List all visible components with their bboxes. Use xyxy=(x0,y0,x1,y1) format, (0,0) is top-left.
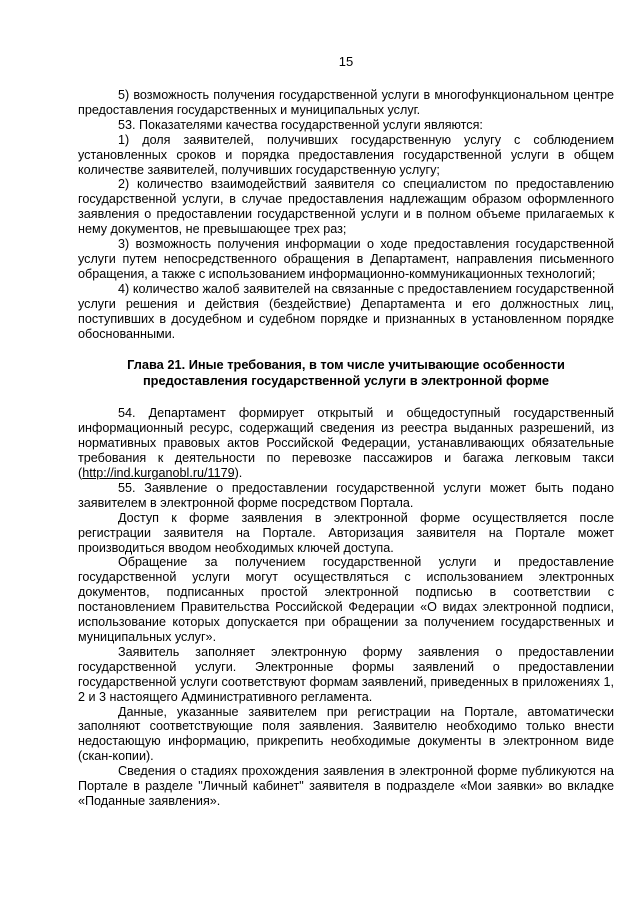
paragraph-53-item-4: 4) количество жалоб заявителей на связанные с предоставлением государственной услуги решения и действия (бездействие) Департамента и его должностных лиц, поступивших в досудебном и судебном порядке и признанных в установленном порядке обоснованными. xyxy=(78,281,614,341)
paragraph-applicant-fills-form: Заявитель заполняет электронную форму заявления о предоставлении государственной услуги. Электронные формы заявлений о предоставлении государственной услуги соответствуют формам заявлений, приведенных в приложениях 1, 2 и 3 настоящего Административного регламента. xyxy=(78,644,614,704)
paragraph-53-item-1: 1) доля заявителей, получивших государственную услугу с соблюдением установленных сроков и порядка предоставления государственной услуги в общем количестве заявителей, получивших государственную услугу; xyxy=(78,132,614,177)
chapter-heading-line-2: предоставления государственной услуги в электронной форме xyxy=(142,372,550,388)
resource-link[interactable]: http://ind.kurganobl.ru/1179 xyxy=(82,466,235,481)
paragraph-54-text: 54. Департамент формирует открытый и общедоступный государственный информационный ресурс, содержащий сведения из реестра выданных разрешений, из нормативных правовых актов Российской Федерации, устанавливающих обязательные требования к деятельности по перевозке пассажиров и багажа легковым такси ( xyxy=(78,406,614,481)
paragraph-auto-filled-data: Данные, указанные заявителем при регистрации на Портале, автоматически заполняют соответствующие поля заявления. Заявителю необходимо только внести недостающую информацию, прикрепить необходимые документы в электронном виде (скан-копии). xyxy=(78,704,614,764)
paragraph-application-status: Сведения о стадиях прохождения заявления в электронной форме публикуются на Портале в разделе "Личный кабинет" заявителя в подразделе «Мои заявки» во вкладке «Поданные заявления». xyxy=(78,764,614,808)
paragraph-53-item-3: 3) возможность получения информации о ходе предоставления государственной услуги путем непосредственного обращения в Департамент, направления письменного обращения, а также с использованием информационно-коммуникационных технологий; xyxy=(78,237,614,281)
paragraph-54 xyxy=(78,406,614,481)
paragraph-55: 55. Заявление о предоставлении государственной услуги может быть подано заявителем в электронной форме посредством Портала. xyxy=(78,480,614,510)
paragraph-item-5: 5) возможность получения государственной услуги в многофункциональном центре предоставления государственных и муниципальных услуг. xyxy=(78,88,614,117)
document-page xyxy=(78,54,614,809)
page-number: 15 xyxy=(338,54,354,69)
quality-indicators-section xyxy=(78,88,614,341)
paragraph-53: 53. Показателями качества государственной услуги являются: xyxy=(118,117,483,132)
chapter-21-heading xyxy=(78,357,614,388)
paragraph-54-end: ). xyxy=(234,466,243,481)
paragraph-53-item-2: 2) количество взаимодействий заявителя со специалистом по предоставлению государственной услуги, в случае предоставления надлежащим образом оформленного заявления о предоставлении государственной услуги и в полном объеме прилагаемых к нему документов, не превышающее трех раз; xyxy=(78,177,614,237)
chapter-heading-line-1: Глава 21. Иные требования, в том числе учитывающие особенности xyxy=(127,357,565,373)
electronic-form-section xyxy=(78,406,614,808)
paragraph-portal-access: Доступ к форме заявления в электронной форме осуществляется после регистрации заявителя на Портале. Авторизация заявителя на Портале может производиться вводом необходимых ключей доступа. xyxy=(78,510,614,555)
paragraph-electronic-documents: Обращение за получением государственной услуги и предоставление государственной услуги могут осуществляться с использованием электронных документов, подписанных простой электронной подписью в соответствии с постановлением Правительства Российской Федерации «О видах электронной подписи, использование которых допускается при обращении за получением государственных и муниципальных услуг». xyxy=(78,555,614,644)
